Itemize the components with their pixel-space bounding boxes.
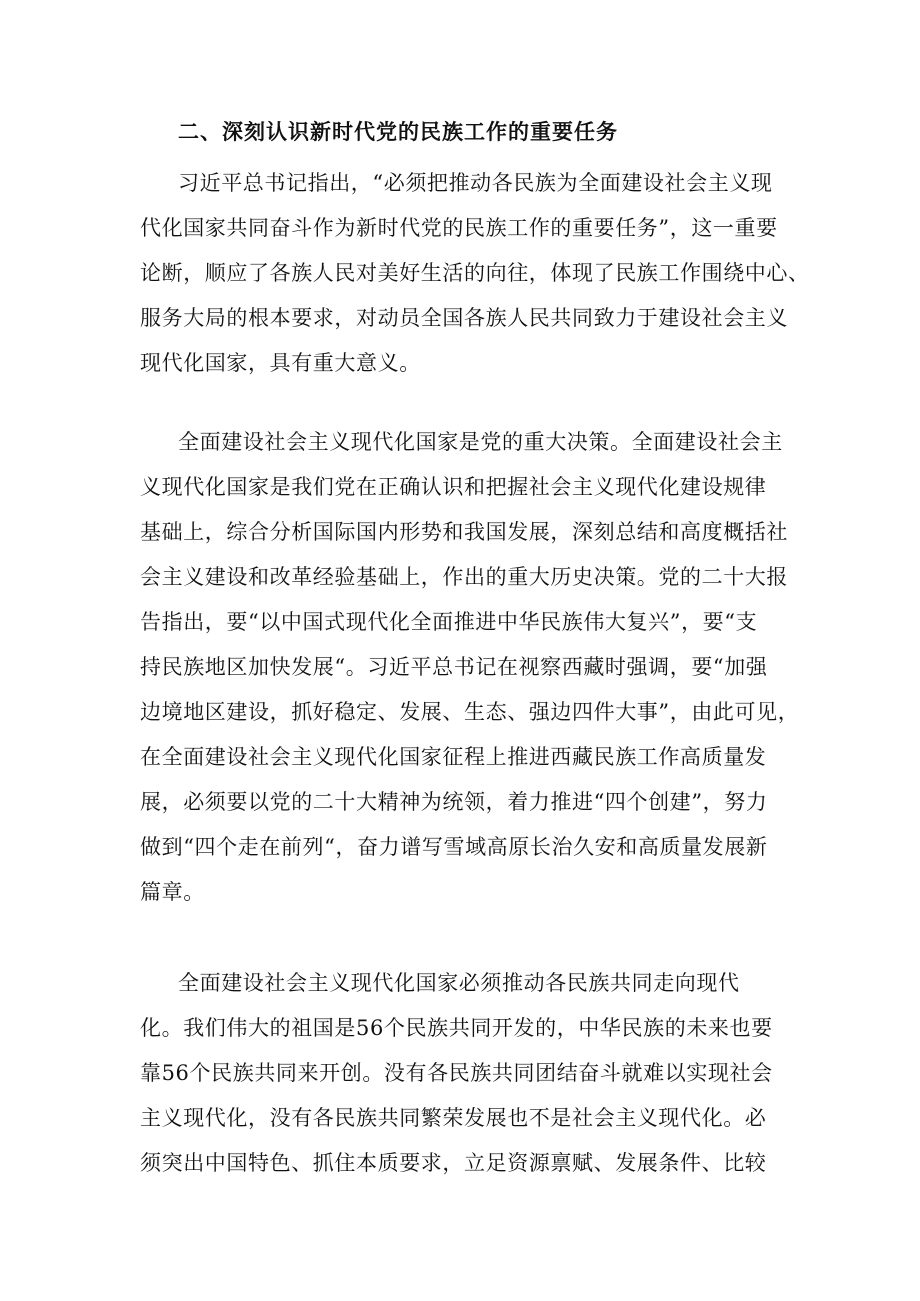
paragraph-line: 展，必须要以党的二十大精神为统领，着力推进“四个创建”，努力 bbox=[140, 790, 768, 814]
paragraph-line: 全面建设社会主义现代化国家必须推动各民族共同走向现代 bbox=[178, 971, 740, 995]
paragraph-line: 习近平总书记指出，“必须把推动各民族为全面建设社会主义现 bbox=[178, 171, 773, 195]
paragraph-line: 须突出中国特色、抓住本质要求，立足资源禀赋、发展条件、比较 bbox=[140, 1151, 767, 1175]
paragraph-line: 篇章。 bbox=[140, 880, 205, 904]
paragraph-line: 服务大局的根本要求，对动员全国各族人民共同致力于建设社会主义 bbox=[140, 306, 788, 330]
paragraph-line: 全面建设社会主义现代化国家是党的重大决策。全面建设社会主 bbox=[178, 430, 783, 454]
paragraph-1 bbox=[140, 161, 810, 386]
paragraph-line: 边境地区建设，抓好稳定、发展、生态、强边四件大事”，由此可见， bbox=[140, 700, 800, 724]
paragraph-line: 义现代化国家是我们党在正确认识和把握社会主义现代化建设规律 bbox=[140, 475, 767, 499]
paragraph-line: 代化国家共同奋斗作为新时代党的民族工作的重要任务”，这一重要 bbox=[140, 216, 778, 240]
paragraph-line: 做到“四个走在前列“，奋力谱写雪域高原长治久安和高质量发展新 bbox=[140, 835, 768, 859]
paragraph-line: 会主义建设和改革经验基础上，作出的重大历史决策。党的二十大报 bbox=[140, 565, 788, 589]
section-heading: 二、深刻认识新时代党的民族工作的重要任务 bbox=[178, 119, 618, 144]
paragraph-line: 持民族地区加快发展“。习近平总书记在视察西藏时强调，要“加强 bbox=[140, 655, 768, 679]
paragraph-line: 主义现代化，没有各民族共同繁荣发展也不是社会主义现代化。必 bbox=[140, 1106, 767, 1130]
paragraph-line: 基础上，综合分析国际国内形势和我国发展，深刻总结和高度概括社 bbox=[140, 520, 788, 544]
paragraph-line: 告指出，要“以中国式现代化全面推进中华民族伟大复兴”，要“支 bbox=[140, 610, 758, 634]
paragraph-2 bbox=[140, 420, 800, 915]
paragraph-line: 在全面建设社会主义现代化国家征程上推进西藏民族工作高质量发 bbox=[140, 745, 767, 769]
paragraph-3 bbox=[140, 961, 790, 1186]
paragraph-line: 化。我们伟大的祖国是56个民族共同开发的，中华民族的未来也要 bbox=[140, 1016, 773, 1040]
paragraph-line: 论断，顺应了各族人民对美好生活的向往，体现了民族工作围绕中心、 bbox=[140, 261, 810, 285]
paragraph-line: 靠56个民族共同来开创。没有各民族共同团结奋斗就难以实现社会 bbox=[140, 1061, 773, 1085]
paragraph-line: 现代化国家，具有重大意义。 bbox=[140, 351, 421, 375]
